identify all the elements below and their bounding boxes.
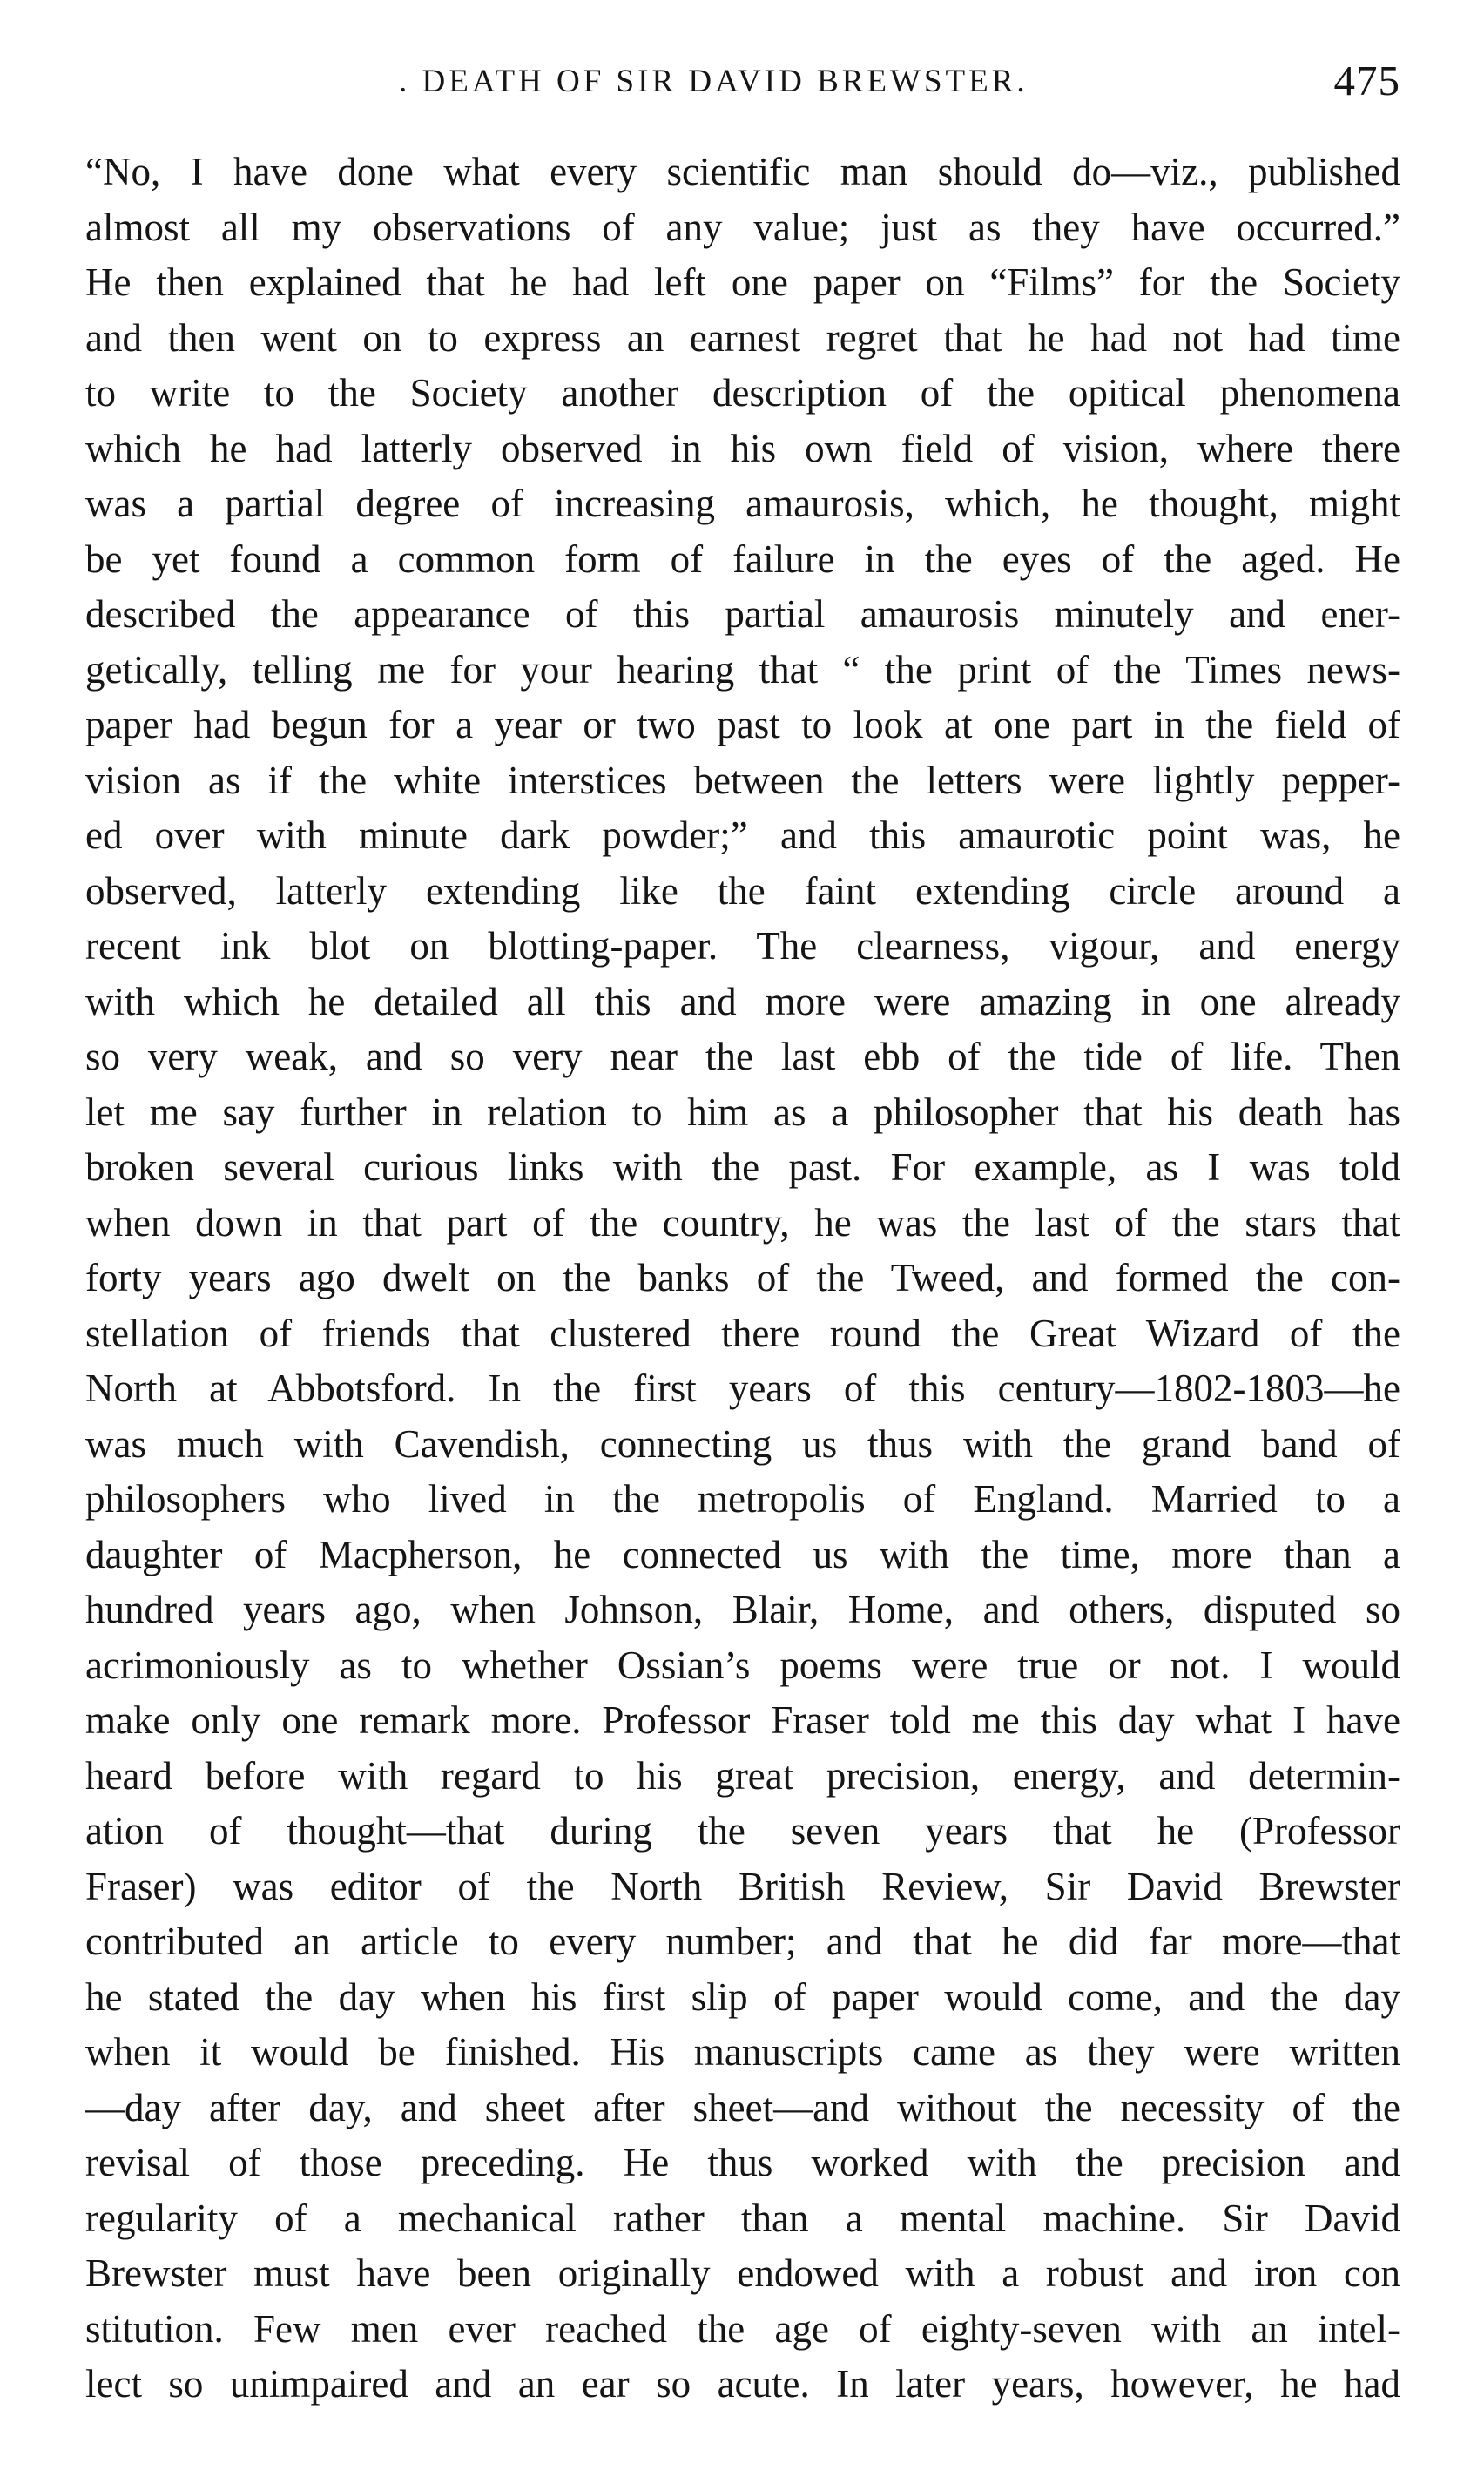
text-line: philosophers who lived in the metropolis of England. Married to a (85, 1477, 1400, 1521)
text-line: and then went on to express an earnest regret that he had not had time (85, 315, 1400, 360)
text-line: was a partial degree of increasing amaurosis, which, he thought, might (85, 482, 1400, 525)
text-line: contributed an article to every number; and that he did far more—that (85, 1920, 1400, 1963)
text-line: when it would be finished. His manuscripts came as they were written (85, 2030, 1400, 2074)
page-number: 475 (1333, 57, 1400, 105)
text-line: to write to the Society another description of the opitical phenomena (85, 371, 1400, 415)
text-line: ed over with minute dark powder;” and this amaurotic point was, he (85, 813, 1400, 857)
text-line: be yet found a common form of failure in the eyes of the aged. He (85, 537, 1400, 581)
text-line: make only one remark more. Professor Fraser told me this day what I have (85, 1698, 1400, 1742)
text-line: forty years ago dwelt on the banks of the Tweed, and formed the con- (85, 1256, 1400, 1299)
text-line: which he had latterly observed in his own field of vision, where there (85, 426, 1400, 470)
text-line: acrimoniously as to whether Ossian’s poems were true or not. I would (85, 1643, 1400, 1687)
text-line: Fraser) was editor of the North British Review, Sir David Brewster (85, 1864, 1400, 1908)
text-line: daughter of Macpherson, he connected us with the time, more than a (85, 1532, 1400, 1576)
text-line: stitution. Few men ever reached the age of eighty-seven with an intel- (85, 2306, 1400, 2351)
text-line: broken several curious links with the past. For example, as I was told (85, 1145, 1400, 1189)
text-line: he stated the day when his first slip of paper would come, and the day (85, 1974, 1400, 2019)
text-line: “No, I have done what every scientific man should do—viz., published (85, 150, 1400, 193)
page-header (85, 54, 1400, 115)
text-line: let me say further in relation to him as a philosopher that his death has (85, 1090, 1400, 1134)
text-line: with which he detailed all this and more were amazing in one already (85, 979, 1400, 1023)
text-line: lect so unimpaired and an ear so acute. In later years, however, he had (85, 2362, 1400, 2406)
text-line: when down in that part of the country, he was the last of the stars that (85, 1200, 1400, 1245)
text-line: recent ink blot on blotting-paper. The clearness, vigour, and energy (85, 924, 1400, 968)
text-line: heard before with regard to his great precision, energy, and determin- (85, 1753, 1400, 1798)
text-line: North at Abbotsford. In the first years of this century—1802-1803—he (85, 1367, 1400, 1410)
body-text (85, 145, 1400, 2413)
text-line: described the appearance of this partial amaurosis minutely and ener- (85, 592, 1400, 636)
text-line: paper had begun for a year or two past to look at one part in the field of (85, 703, 1400, 746)
text-line: almost all my observations of any value; just as they have occurred.” (85, 205, 1400, 249)
text-line: ation of thought—that during the seven years that he (Professor (85, 1809, 1400, 1852)
text-line: was much with Cavendish, connecting us thus with the grand band of (85, 1421, 1400, 1466)
text-line: getically, telling me for your hearing that “ the print of the Times news- (85, 647, 1400, 692)
text-line: —day after day, and sheet after sheet—and without the necessity of the (85, 2085, 1400, 2129)
text-line: observed, latterly extending like the faint extending circle around a (85, 868, 1400, 913)
text-line: revisal of those preceding. He thus worked with the precision and (85, 2141, 1400, 2184)
text-line: He then explained that he had left one paper on “Films” for the Society (85, 260, 1400, 304)
text-line: hundred years ago, when Johnson, Blair, Home, and others, disputed so (85, 1588, 1400, 1631)
text-line: so very weak, and so very near the last ebb of the tide of life. Then (85, 1035, 1400, 1078)
running-title: . DEATH OF SIR DAVID BREWSTER. (399, 64, 1029, 99)
text-line: stellation of friends that clustered there round the Great Wizard of the (85, 1311, 1400, 1355)
text-line: vision as if the white interstices between the letters were lightly pepper- (85, 758, 1400, 802)
text-line: Brewster must have been originally endowed with a robust and iron con (85, 2251, 1400, 2295)
text-line: regularity of a mechanical rather than a mental machine. Sir David (85, 2196, 1400, 2240)
